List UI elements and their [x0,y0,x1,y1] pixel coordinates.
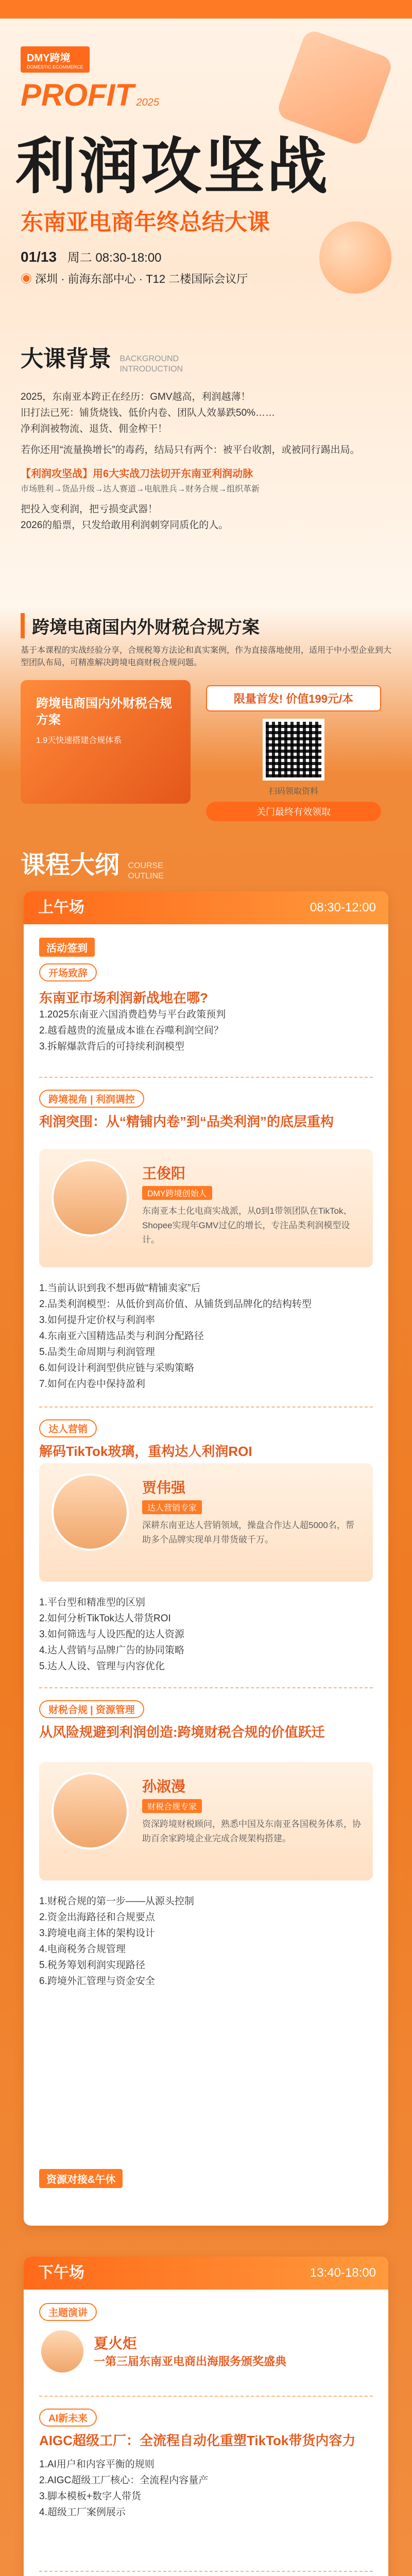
s6-title: AIGC超级工厂：全流程自动化重塑TikTok带货内容力 [39,2433,356,2448]
outline-title: 课程大纲 [21,852,120,879]
bg-para1: 2025，东南亚本跨正在经历：GMV越高，利润越薄！ [21,392,251,402]
s3-line: 4.达人营销与品牌广告的协同策略 [39,1645,184,1656]
cta-button[interactable]: 关门最终有效领取 [206,802,381,821]
background-section [0,340,412,649]
outline-title-en: COURSE OUTLINE [128,861,164,880]
gift-text: 扫码领取资料 [268,787,318,796]
speaker-bio: 深耕东南亚达人营销领域，操盘合作达人超5000名，帮助多个品牌实现单月带货破千万。 [142,1520,354,1545]
speaker-card-s2 [39,1149,373,1267]
divider [39,2396,373,2397]
s6-line: 2.AIGC超级工厂核心：全流程内容量产 [39,2475,209,2486]
s4-lines [39,1893,373,1989]
afternoon-card [24,2257,388,2576]
location-icon: ◉ [21,273,32,285]
profit-text: PROFIT [21,78,134,112]
speaker-name: 孙淑漫 [142,1778,186,1794]
date-row [21,247,162,265]
s3-chip: 达人营销 [39,1419,97,1437]
divider [39,1406,373,1408]
s3-line: 1.平台型和精准型的区别 [39,1597,145,1608]
opening-chip-row [39,963,373,981]
s4-line: 6.跨境外汇管理与资金安全 [39,1976,155,1987]
speaker-tag: 财税合规专家 [142,1799,202,1813]
s6-line: 1.AI用户和内容平衡的规则 [39,2459,154,2470]
s3-line: 2.如何分析TikTok达人带货ROI [39,1613,171,1624]
speaker-bio: 资深跨境财税顾问，熟悉中国及东南亚各国税务体系，协助百余家跨境企业完成合规架构搭建。 [142,1819,361,1843]
morning-label: 上午场 [38,899,84,916]
avatar [52,1772,129,1850]
bg-highlight: 【利润攻坚战】用6大实战刀法切开东南亚利润动脉 [21,468,253,480]
s3-title: 解码TikTok玻璃，重构达人利润ROI [39,1444,252,1459]
avatar [39,2328,85,2375]
speaker-name: 王俊阳 [142,1165,186,1181]
morning-card [24,891,388,2226]
afternoon-head [24,2257,388,2290]
bg-para5: 把投入变利润，把亏损变武器！ [21,504,158,515]
book-desc: 基于本课程的实战经验分享，合规税筹方法论和真实案例，作为直接落地使用，适用于中小型企业到大型团队布局，可精准解决跨境电商财税合规问题。 [21,646,392,667]
s1-line: 3.拆解爆款背后的可持续利润模型 [39,1041,184,1052]
afternoon-label: 下午场 [38,2264,84,2281]
s4-title: 从风险规避到利润创造:跨境财税合规的价值跃迁 [39,1724,325,1740]
s5-title: 一第三届东南亚电商出海服务颁奖盛典 [94,2355,287,2368]
location-row [21,270,248,286]
s4-chip: 财税合规 | 资源管理 [39,1700,144,1718]
bg-para3: 净利润被物流、退货、佣金榨干！ [21,423,168,434]
location: 深圳 · 前海东部中心 · T12 二楼国际会议厅 [35,273,248,285]
date: 01/13 [21,249,57,265]
s5-chip: 主题演讲 [39,2303,97,2321]
opening-badge: 活动签到 [39,938,95,957]
speaker-tag: DMY跨境创始人 [142,1186,212,1200]
bg-line1: 市场胜利→货品升级→达人赛道→电航胜兵→财务合规→组织革新 [21,485,260,494]
resource-row [39,2169,373,2188]
s4-line: 3.跨境电商主体的架构设计 [39,1928,155,1939]
speaker-tag: 达人营销专家 [142,1500,202,1514]
session-4 [39,1700,373,1741]
book-banner: 跨境电商国内外财税合规方案 [21,613,391,638]
s6-line: 3.脚本模板+数字人带货 [39,2491,141,2502]
s2-line: 4.东南亚六国精选品类与利润分配路径 [39,1331,204,1342]
afternoon-time: 13:40-18:00 [310,2266,376,2280]
s3-line: 3.如何筛选与人设匹配的达人资源 [39,1629,184,1640]
bg-para2: 旧打法已死：铺货烧钱、低价内卷、团队人效暴跌50%…… [21,408,276,418]
book-cover-title: 跨境电商国内外财税合规方案 [36,697,172,727]
session-3 [39,1419,373,1460]
s2-line: 6.如何设计利润型供应链与采购策略 [39,1363,194,1374]
main-title: 利润攻坚战 [15,131,330,202]
qr-code[interactable] [263,719,324,781]
opening-chip: 开场致辞 [39,963,97,981]
session-6 [39,2409,373,2520]
avatar [52,1159,129,1236]
outline-header [21,845,190,882]
background-title: 大课背景 [21,346,111,371]
s1-line: 2.越看越贵的流量成本谁在吞噬利润空间？ [39,1025,224,1036]
morning-time: 08:30-12:00 [310,901,376,914]
price-label: 限量首发! 价值199元/本 [206,685,381,711]
speaker-card-s3 [39,1463,373,1582]
s1-line: 1.2025东南亚六国消费趋势与平台政策预判 [39,1009,226,1020]
s4-line: 5.税务筹划利润实现路径 [39,1960,145,1971]
session-1 [39,989,373,1055]
s4-line: 2.资金出海路径和合规要点 [39,1912,155,1923]
speaker-card-s4 [39,1762,373,1880]
header [0,0,412,361]
speaker-bio: 东南亚本土化电商实战派，从0到1带领团队在TikTok、Shopee实现年GMV过亿的增长，专注品类利润模型设计。 [142,1206,352,1245]
opening [39,938,373,957]
s2-line: 5.品类生命周期与利润管理 [39,1347,155,1358]
s4-line: 1.财税合规的第一步——从源头控制 [39,1896,194,1907]
session-2 [39,1090,373,1130]
speaker-name: 贾伟强 [142,1480,186,1496]
s2-title: 利润突围：从“精铺内卷”到“品类利润”的底层重构 [39,1114,334,1129]
book-cover-sub: 1.9天快速搭建合规体系 [36,736,122,745]
subtitle: 东南亚电商年终总结大课 [21,210,270,235]
session-5 [39,2303,373,2375]
speaker-name: 夏火炬 [94,2335,138,2351]
deco-shape-2 [319,222,391,294]
divider [39,2571,373,2572]
s6-line: 4.超级工厂案例展示 [39,2507,126,2518]
s2-line: 2.品类利润模型：从低价到高价值、从铺货到品牌化的结构转型 [39,1299,312,1310]
divider [39,1077,373,1078]
bg-para4: 若你还用“流量换增长”的毒药，结局只有两个：被平台收割，或被同行踢出局。 [21,445,360,455]
s2-line: 3.如何提升定价权与利润率 [39,1315,155,1326]
logo [21,46,90,73]
year-text: 2025 [136,97,159,108]
book-cover [21,680,191,804]
s3-lines [39,1595,373,1674]
date-detail: 周二 08:30-18:00 [67,251,162,265]
s3-line: 5.达人人设、管理与内容优化 [39,1661,165,1672]
morning-head [24,891,388,924]
resource-badge: 资源对接&午休 [39,2169,123,2188]
price-box [206,685,381,821]
s2-lines [39,1280,373,1392]
logo-text: DMY跨境 [27,53,71,64]
book-section [21,613,392,817]
s6-chip: AI新未来 [39,2409,97,2427]
avatar [52,1473,129,1551]
s2-chip: 跨境视角 | 利润调控 [39,1090,144,1108]
background-title-en: BACKGROUND INTRODUCTION [119,354,183,374]
s1-title: 东南亚市场利润新战地在哪? [39,990,208,1006]
s4-line: 4.电商税务合规管理 [39,1944,126,1955]
logo-sub: DOMESTIC ECOMMERCE [27,64,83,70]
s2-line: 1.当前认识到我不想再做“精铺卖家”后 [39,1283,201,1294]
s2-line: 7.如何在内卷中保持盈利 [39,1379,145,1389]
divider [39,1687,373,1688]
bg-para6: 2026的船票，只发给敢用利润刺穿同质化的人。 [21,520,229,531]
